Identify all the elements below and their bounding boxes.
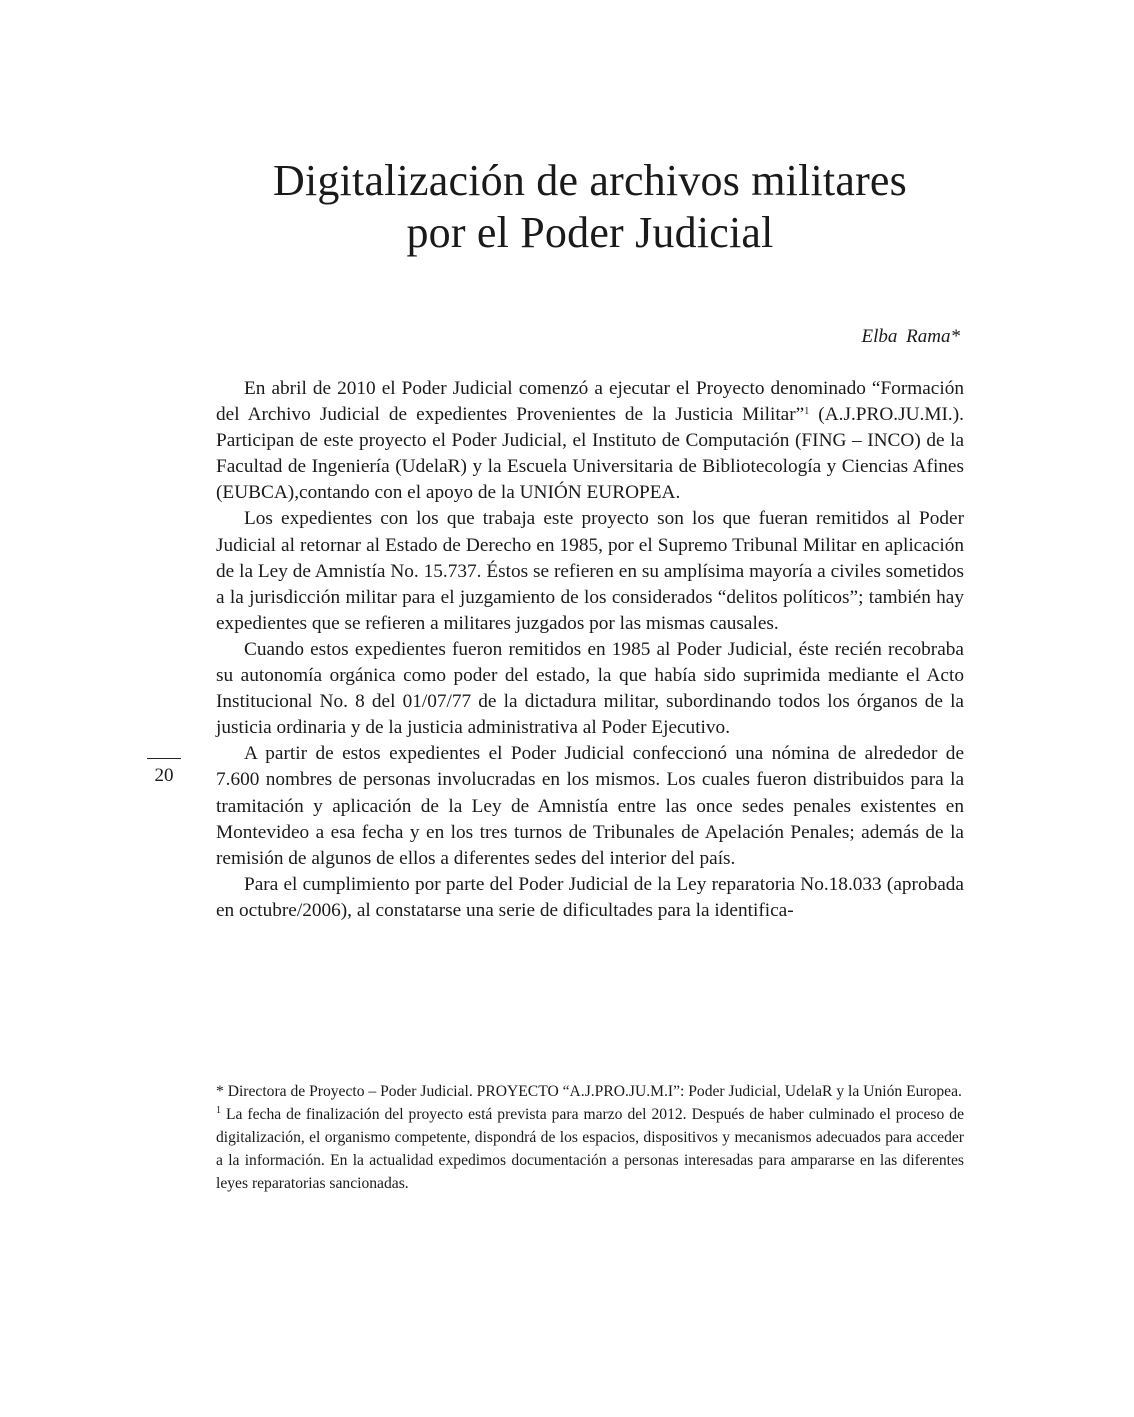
paragraph-1-text-a: En abril de 2010 el Poder Judicial comenzó a ejecutar el Proyecto denominado “Formación del Archivo Judicial de expedientes Provenientes de la Justicia Militar” (216, 378, 964, 426)
paragraph-5: Para el cumplimiento por parte del Poder Judicial de la Ley reparatoria No.18.033 (aprobada en octubre/2006), al constatarse una serie de dificultades para la identifica- (216, 873, 964, 921)
footnote-1 (216, 1103, 964, 1195)
paragraph-1 (216, 376, 964, 506)
author-name: Elba Rama* (861, 326, 960, 347)
paragraph-2: Los expedientes con los que trabaja este proyecto son los que fueran remitidos al Poder Judicial al retornar al Estado de Derecho en 1985, por el Supremo Tribunal Militar en aplicación de la Ley de Amnistía No. 15.737. Éstos se refieren en su amplísima mayoría a civiles sometidos a la jurisdicción militar para el juzgamiento de los considerados “delitos políticos”; también hay expedientes que se refieren a militares juzgados por las mismas causales. (216, 508, 964, 634)
title-line-2: por el Poder Judicial (406, 208, 774, 257)
paragraph-3: Cuando estos expedientes fueron remitidos en 1985 al Poder Judicial, éste recién recobraba su autonomía orgánica como poder del estado, la que había sido suprimida mediante el Acto Institucional No. 8 del 01/07/77 de la dictadura militar, subordinando todos los órganos de la justicia ordinaria y de la justicia administrativa al Poder Ejecutivo. (216, 638, 964, 739)
paragraph-4: A partir de estos expedientes el Poder Judicial confeccionó una nómina de alrededor de 7.600 nombres de personas involucradas en los mismos. Los cuales fueron distribuidos para la tramitación y aplicación de la Ley de Amnistía entre las once sedes penales existentes en Montevideo a esa fecha y en los tres turnos de Tribunales de Apelación Penales; además de la remisión de algunos de ellos a diferentes sedes del interior del país. (216, 743, 964, 869)
footnote-author-mark: * (216, 1083, 224, 1100)
footnote-1-text: La fecha de finalización del proyecto está prevista para marzo del 2012. Después de haber culminado el proceso de digitalización, el organismo competente, dispondrá de los espacios, dispositivos y mecanismos adecuados para acceder a la información. En la actualidad expedimos documentación a personas interesadas para ampararse en las diferentes leyes reparatorias sancionadas. (216, 1106, 964, 1192)
paragraph-1-text-b: (A.J.PRO.JU.MI.). Participan de este proyecto el Poder Judicial, el Instituto de Computación (FING – INCO) de la Facultad de Ingeniería (UdelaR) y la Escuela Universitaria de Bibliotecología y Ciencias Afines (EUBCA),contando con el apoyo de la UNIÓN EUROPEA. (216, 404, 964, 504)
footnotes (216, 1080, 964, 1195)
footnote-author (216, 1080, 964, 1103)
footnote-author-text: Directora de Proyecto – Poder Judicial. PROYECTO “A.J.PRO.JU.M.I”: Poder Judicial, UdelaR y la Unión Europea. (223, 1083, 962, 1100)
page-number: 20 (147, 758, 181, 787)
article-body (216, 376, 964, 924)
page-title (150, 155, 1030, 259)
footnote-ref-1: 1 (804, 406, 810, 418)
title-line-1: Digitalización de archivos militares (273, 156, 907, 205)
footnote-1-mark: 1 (216, 1105, 221, 1116)
